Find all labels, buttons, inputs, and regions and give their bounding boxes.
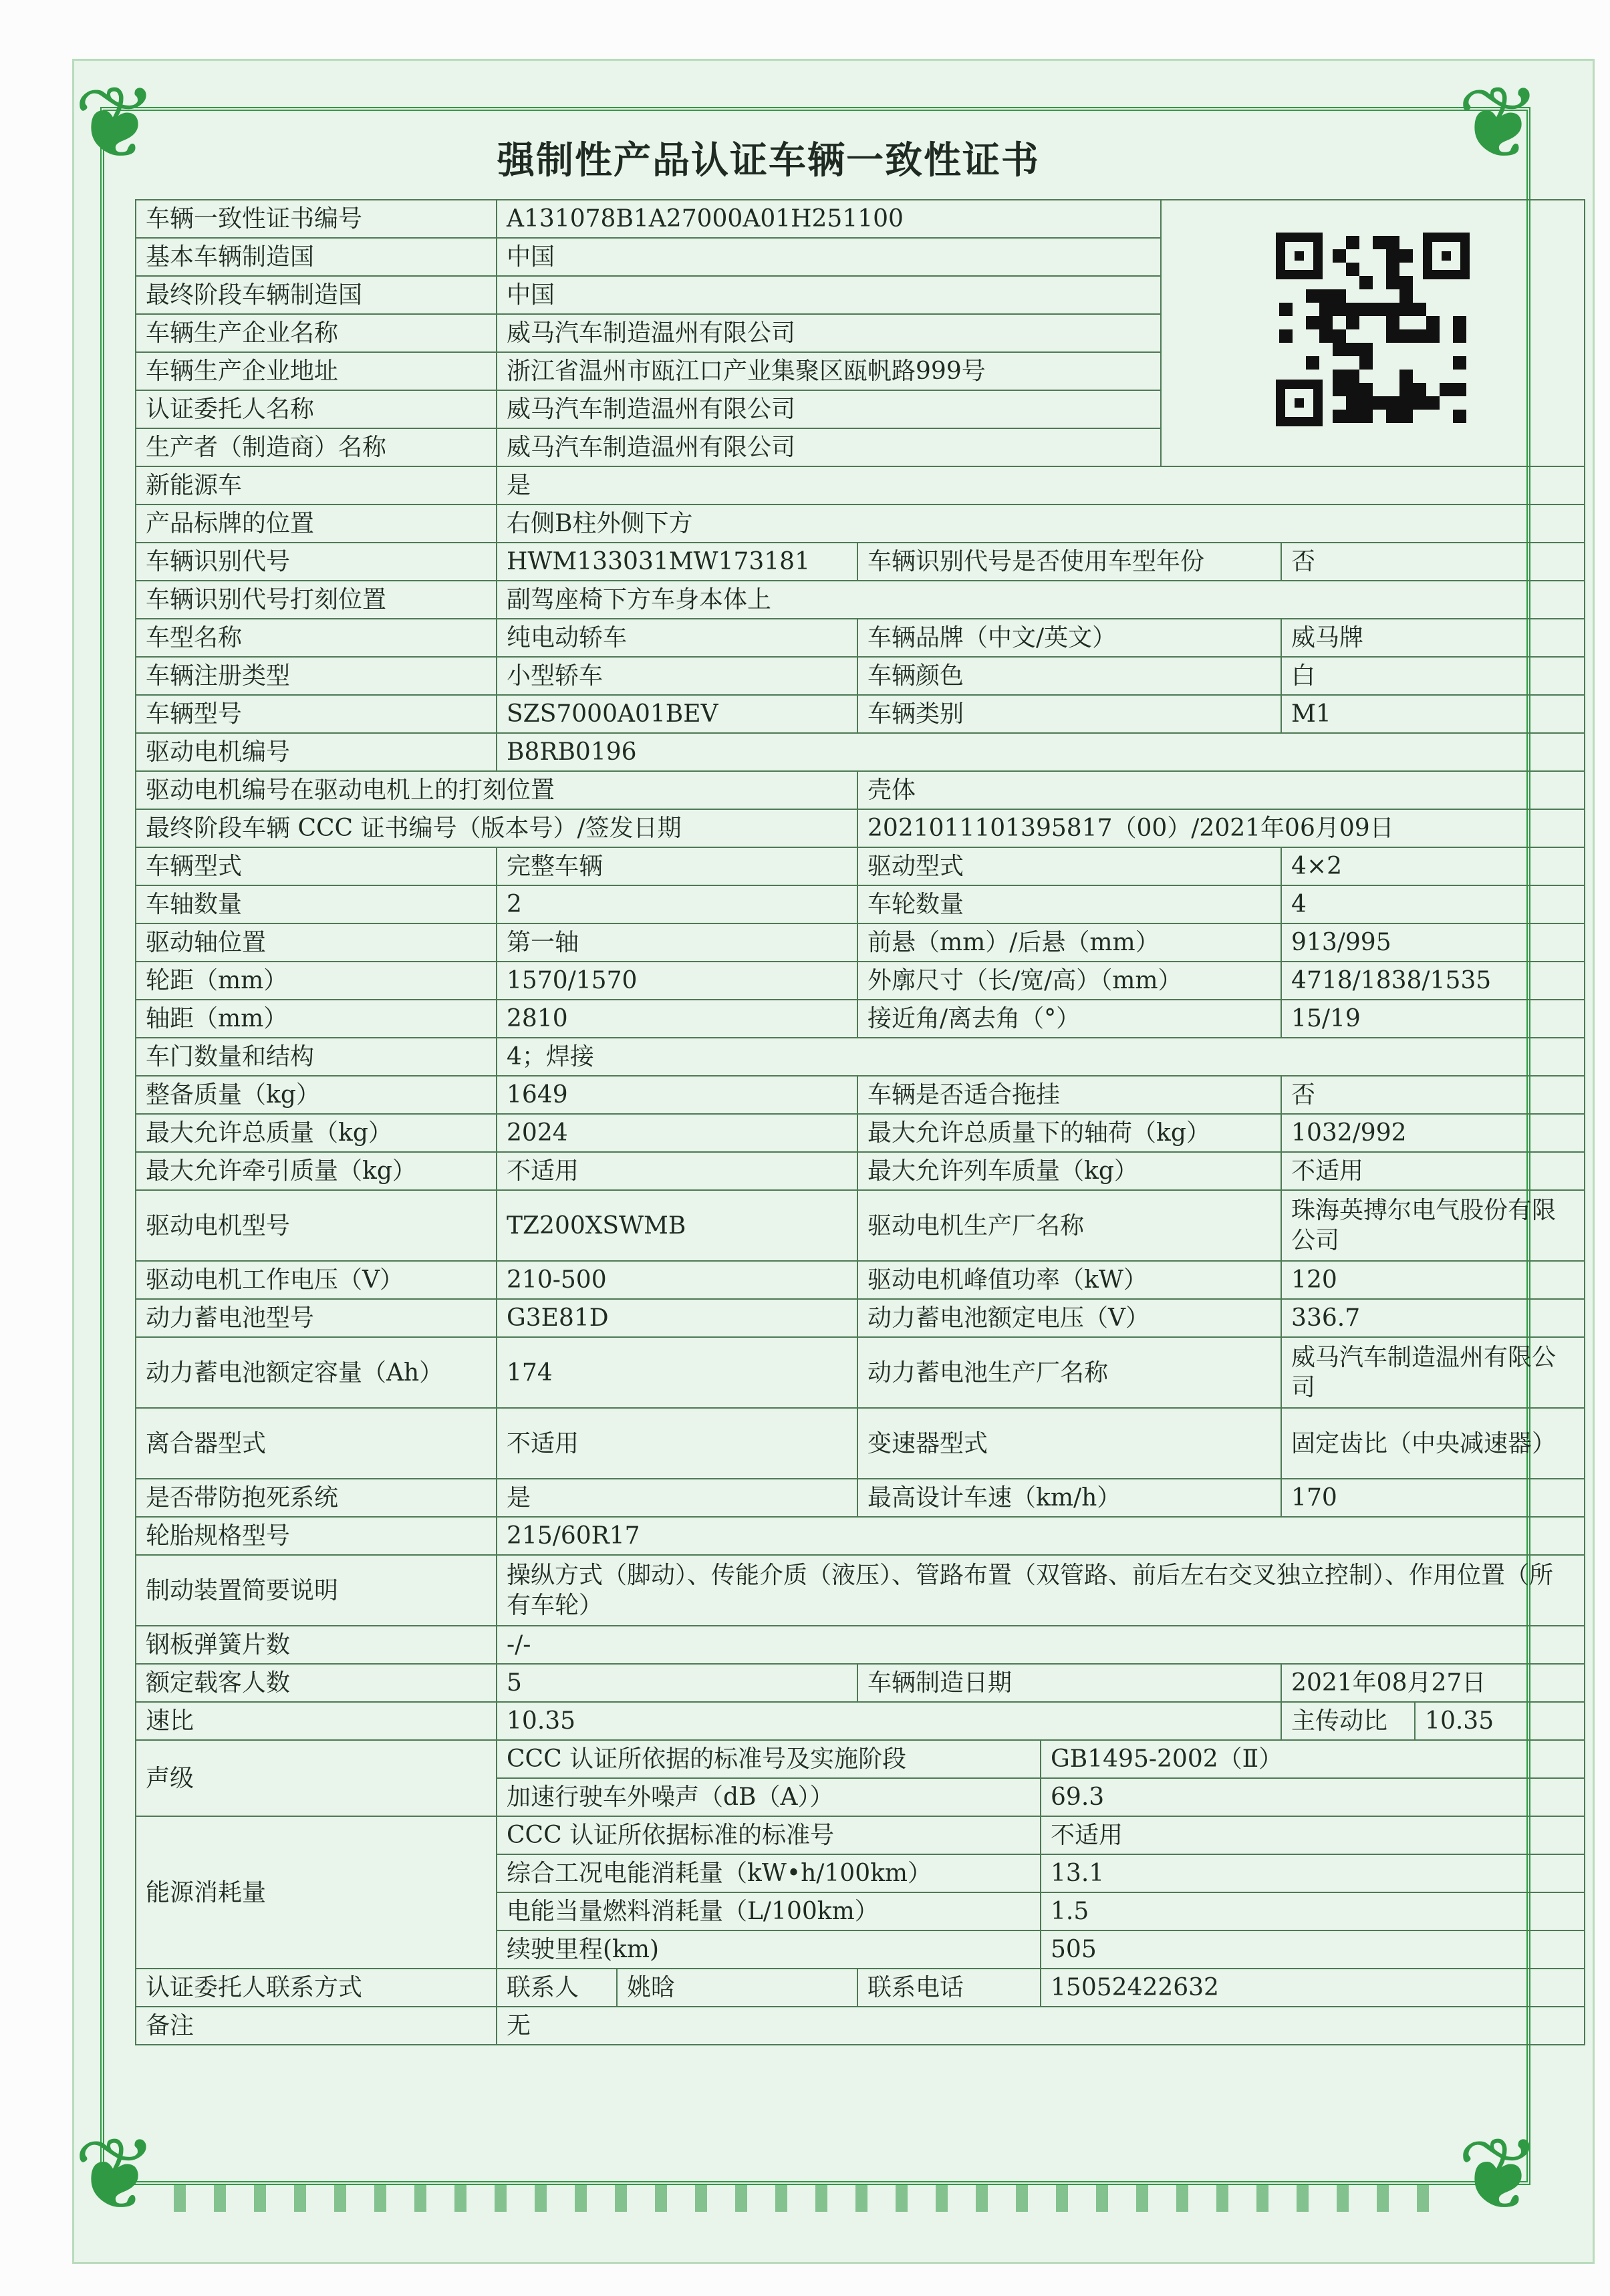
table-cell: 中国 — [497, 238, 1161, 276]
table-cell: 210-500 — [497, 1261, 857, 1299]
table-cell: 120 — [1281, 1261, 1585, 1299]
table-cell: 170 — [1281, 1479, 1585, 1517]
table-cell: 车辆类别 — [857, 695, 1281, 733]
table-cell: CCC 认证所依据标准的标准号 — [497, 1816, 1041, 1854]
table-row — [136, 1000, 1585, 1038]
table-cell: 不适用 — [1281, 1152, 1585, 1190]
table-row — [136, 1517, 1585, 1555]
table-cell: 新能源车 — [136, 466, 497, 505]
table-cell: 联系人 — [497, 1969, 617, 2007]
table-cell: G3E81D — [497, 1299, 857, 1337]
table-cell: 最高设计车速（km/h） — [857, 1479, 1281, 1517]
table-row — [136, 1337, 1585, 1408]
table-cell: 2024 — [497, 1114, 857, 1152]
table-cell: 驱动电机编号 — [136, 733, 497, 771]
table-cell: 最大允许列车质量（kg） — [857, 1152, 1281, 1190]
table-cell: 2021011101395817（00）/2021年06月09日 — [857, 809, 1585, 847]
table-cell: 车轴数量 — [136, 885, 497, 923]
table-cell: 车门数量和结构 — [136, 1038, 497, 1076]
corner-ornament-icon: ❦ — [1457, 65, 1541, 182]
table-cell: 最终阶段车辆 CCC 证书编号（版本号）/签发日期 — [136, 809, 857, 847]
table-row — [136, 1152, 1585, 1190]
table-row — [136, 1969, 1585, 2007]
table-cell: 威马汽车制造温州有限公司 — [497, 428, 1161, 466]
table-cell: 最大允许总质量（kg） — [136, 1114, 497, 1152]
table-cell: 前悬（mm）/后悬（mm） — [857, 923, 1281, 962]
table-cell: 离合器型式 — [136, 1408, 497, 1479]
table-cell: 声级 — [136, 1740, 497, 1816]
table-row — [136, 1479, 1585, 1517]
corner-ornament-icon: ❦ — [1457, 2117, 1541, 2233]
table-row — [136, 1555, 1585, 1626]
table-cell: 基本车辆制造国 — [136, 238, 497, 276]
table-cell: 4 — [1281, 885, 1585, 923]
table-cell: 车辆生产企业地址 — [136, 352, 497, 390]
table-cell: 4×2 — [1281, 847, 1585, 885]
table-cell: 额定载客人数 — [136, 1664, 497, 1702]
table-cell: 69.3 — [1041, 1778, 1585, 1816]
qr-code-cell — [1161, 200, 1585, 466]
table-row — [136, 200, 1585, 238]
table-cell: 电能当量燃料消耗量（L/100km） — [497, 1892, 1041, 1930]
table-cell: 1649 — [497, 1076, 857, 1114]
table-row — [136, 1408, 1585, 1479]
table-cell: 驱动电机峰值功率（kW） — [857, 1261, 1281, 1299]
table-row — [136, 2007, 1585, 2045]
table-cell: 车辆型号 — [136, 695, 497, 733]
table-cell: 是 — [497, 1479, 857, 1517]
table-cell: 威马汽车制造温州有限公司 — [497, 314, 1161, 352]
table-cell: M1 — [1281, 695, 1585, 733]
table-cell: 驱动电机编号在驱动电机上的打刻位置 — [136, 771, 857, 809]
table-cell: 13.1 — [1041, 1854, 1585, 1892]
table-row — [136, 923, 1585, 962]
table-cell: 动力蓄电池型号 — [136, 1299, 497, 1337]
table-cell: 威马汽车制造温州有限公司 — [1281, 1337, 1585, 1408]
table-cell: 综合工况电能消耗量（kW•h/100km） — [497, 1854, 1041, 1892]
table-row — [136, 1664, 1585, 1702]
table-row — [136, 1190, 1585, 1261]
table-cell: A131078B1A27000A01H251100 — [497, 200, 1161, 238]
table-cell: 车辆注册类型 — [136, 657, 497, 695]
table-cell: 1.5 — [1041, 1892, 1585, 1930]
table-cell: 能源消耗量 — [136, 1816, 497, 1969]
table-cell: 最终阶段车辆制造国 — [136, 276, 497, 314]
table-cell: 最大允许总质量下的轴荷（kg） — [857, 1114, 1281, 1152]
table-cell: 完整车辆 — [497, 847, 857, 885]
table-cell: 认证委托人联系方式 — [136, 1969, 497, 2007]
table-row — [136, 505, 1585, 543]
table-cell: 中国 — [497, 276, 1161, 314]
table-cell: 白 — [1281, 657, 1585, 695]
table-cell: 不适用 — [497, 1408, 857, 1479]
table-cell: 纯电动轿车 — [497, 619, 857, 657]
table-cell: 生产者（制造商）名称 — [136, 428, 497, 466]
table-cell: 珠海英搏尔电气股份有限公司 — [1281, 1190, 1585, 1261]
table-cell: 驱动型式 — [857, 847, 1281, 885]
table-row — [136, 885, 1585, 923]
table-row — [136, 1702, 1585, 1740]
table-cell: 车型名称 — [136, 619, 497, 657]
table-cell: 浙江省温州市瓯江口产业集聚区瓯帆路999号 — [497, 352, 1161, 390]
table-cell: 15052422632 — [1041, 1969, 1585, 2007]
table-cell: 小型轿车 — [497, 657, 857, 695]
table-cell: 车辆是否适合拖挂 — [857, 1076, 1281, 1114]
table-row — [136, 619, 1585, 657]
table-cell: 5 — [497, 1664, 857, 1702]
table-row — [136, 1076, 1585, 1114]
table-cell: HWM133031MW173181 — [497, 543, 857, 581]
table-cell: 轮距（mm） — [136, 962, 497, 1000]
table-cell: 加速行驶车外噪声（dB（A）） — [497, 1778, 1041, 1816]
table-cell: 2021年08月27日 — [1281, 1664, 1585, 1702]
table-cell: 174 — [497, 1337, 857, 1408]
table-cell: 不适用 — [497, 1152, 857, 1190]
corner-ornament-icon: ❦ — [74, 65, 158, 182]
table-row — [136, 1740, 1585, 1778]
table-cell: 4718/1838/1535 — [1281, 962, 1585, 1000]
table-cell: 1570/1570 — [497, 962, 857, 1000]
table-row — [136, 1816, 1585, 1854]
table-cell: SZS7000A01BEV — [497, 695, 857, 733]
table-cell: 主传动比 — [1281, 1702, 1415, 1740]
table-row — [136, 1626, 1585, 1664]
table-row — [136, 1299, 1585, 1337]
table-cell: 续驶里程(km) — [497, 1930, 1041, 1969]
table-cell: 第一轴 — [497, 923, 857, 962]
table-cell: 15/19 — [1281, 1000, 1585, 1038]
table-cell: 215/60R17 — [497, 1517, 1585, 1555]
table-cell: CCC 认证所依据的标准号及实施阶段 — [497, 1740, 1041, 1778]
table-cell: 固定齿比（中央减速器） — [1281, 1408, 1585, 1479]
table-cell: 变速器型式 — [857, 1408, 1281, 1479]
table-cell: 威马牌 — [1281, 619, 1585, 657]
document-title: 强制性产品认证车辆一致性证书 — [497, 138, 1040, 182]
table-row — [136, 847, 1585, 885]
table-cell: 车辆制造日期 — [857, 1664, 1281, 1702]
table-cell: 轮胎规格型号 — [136, 1517, 497, 1555]
table-cell: 驱动电机生产厂名称 — [857, 1190, 1281, 1261]
table-cell: 是否带防抱死系统 — [136, 1479, 497, 1517]
table-row — [136, 695, 1585, 733]
table-row — [136, 1261, 1585, 1299]
table-cell: 钢板弹簧片数 — [136, 1626, 497, 1664]
table-row — [136, 733, 1585, 771]
table-cell: 车辆识别代号是否使用车型年份 — [857, 543, 1281, 581]
table-cell: 车轮数量 — [857, 885, 1281, 923]
table-cell: 动力蓄电池额定容量（Ah） — [136, 1337, 497, 1408]
table-cell: 4；焊接 — [497, 1038, 1585, 1076]
table-cell: TZ200XSWMB — [497, 1190, 857, 1261]
table-cell: 外廓尺寸（长/宽/高）（mm） — [857, 962, 1281, 1000]
table-cell: 整备质量（kg） — [136, 1076, 497, 1114]
table-cell: 2810 — [497, 1000, 857, 1038]
table-cell: 轴距（mm） — [136, 1000, 497, 1038]
table-cell: 不适用 — [1041, 1816, 1585, 1854]
table-cell: 联系电话 — [857, 1969, 1041, 2007]
table-cell: 否 — [1281, 543, 1585, 581]
table-cell: B8RB0196 — [497, 733, 1585, 771]
table-cell: 备注 — [136, 2007, 497, 2045]
table-cell: 505 — [1041, 1930, 1585, 1969]
table-cell: 认证委托人名称 — [136, 390, 497, 428]
table-cell: -/- — [497, 1626, 1585, 1664]
table-cell: 速比 — [136, 1702, 497, 1740]
table-cell: 无 — [497, 2007, 1585, 2045]
table-cell: 车辆生产企业名称 — [136, 314, 497, 352]
table-cell: 2 — [497, 885, 857, 923]
table-row — [136, 581, 1585, 619]
table-cell: 驱动电机型号 — [136, 1190, 497, 1261]
table-row — [136, 1038, 1585, 1076]
table-cell: 10.35 — [1415, 1702, 1585, 1740]
table-cell: 动力蓄电池生产厂名称 — [857, 1337, 1281, 1408]
table-row — [136, 543, 1585, 581]
table-row — [136, 1114, 1585, 1152]
decorative-border-strip — [174, 2185, 1457, 2212]
table-cell: 接近角/离去角（°） — [857, 1000, 1281, 1038]
table-cell: 336.7 — [1281, 1299, 1585, 1337]
table-cell: GB1495-2002（Ⅱ） — [1041, 1740, 1585, 1778]
table-row — [136, 466, 1585, 505]
qr-code-icon — [1276, 233, 1470, 426]
table-cell: 威马汽车制造温州有限公司 — [497, 390, 1161, 428]
table-cell: 否 — [1281, 1076, 1585, 1114]
table-row — [136, 657, 1585, 695]
table-row — [136, 771, 1585, 809]
table-cell: 是 — [497, 466, 1585, 505]
table-cell: 车辆型式 — [136, 847, 497, 885]
table-row — [136, 809, 1585, 847]
table-cell: 产品标牌的位置 — [136, 505, 497, 543]
table-cell: 913/995 — [1281, 923, 1585, 962]
table-cell: 操纵方式（脚动）、传能介质（液压）、管路布置（双管路、前后左右交叉独立控制）、作用位置（所有车轮） — [497, 1555, 1585, 1626]
table-cell: 车辆识别代号打刻位置 — [136, 581, 497, 619]
table-cell: 右侧B柱外侧下方 — [497, 505, 1585, 543]
table-cell: 车辆颜色 — [857, 657, 1281, 695]
table-cell: 副驾座椅下方车身本体上 — [497, 581, 1585, 619]
table-cell: 车辆一致性证书编号 — [136, 200, 497, 238]
certificate-table — [135, 199, 1585, 2045]
table-row — [136, 962, 1585, 1000]
table-cell: 1032/992 — [1281, 1114, 1585, 1152]
table-cell: 驱动电机工作电压（V） — [136, 1261, 497, 1299]
table-cell: 驱动轴位置 — [136, 923, 497, 962]
table-cell: 最大允许牵引质量（kg） — [136, 1152, 497, 1190]
table-cell: 10.35 — [497, 1702, 1281, 1740]
table-cell: 车辆识别代号 — [136, 543, 497, 581]
corner-ornament-icon: ❦ — [74, 2117, 158, 2233]
table-cell: 动力蓄电池额定电压（V） — [857, 1299, 1281, 1337]
table-cell: 姚晗 — [617, 1969, 857, 2007]
table-cell: 车辆品牌（中文/英文） — [857, 619, 1281, 657]
table-cell: 壳体 — [857, 771, 1585, 809]
table-cell: 制动装置简要说明 — [136, 1555, 497, 1626]
